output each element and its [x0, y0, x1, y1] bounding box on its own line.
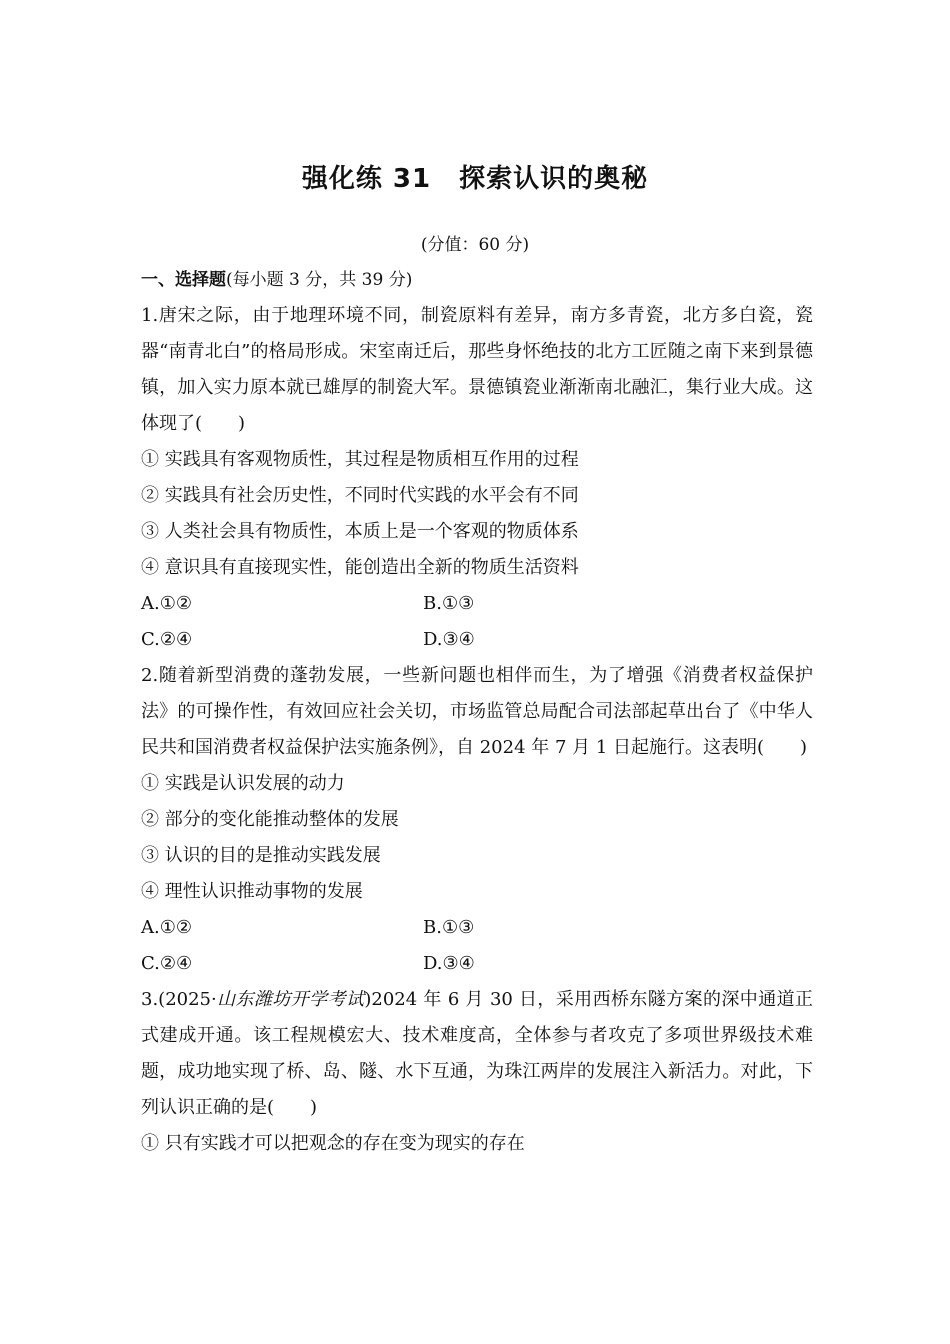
choice-c: C.②④	[141, 953, 193, 974]
choice-b: B.①③	[423, 593, 475, 614]
choice-d: D.③④	[423, 629, 475, 650]
choice-d: D.③④	[423, 953, 475, 974]
question-2-option: ④ 理性认识推动事物的发展	[141, 881, 363, 902]
question-1-stem: 1.唐宋之际，由于地理环境不同，制瓷原料有差异，南方多青瓷，北方多白瓷，瓷器“南青北白”的格局形成。宋室南迁后，那些身怀绝技的北方工匠随之南下来到景德镇，加入实力原本就已雄厚的制瓷大军。景德镇瓷业渐渐南北融汇，集行业大成。这体现了( )	[141, 305, 813, 434]
question-source: 山东潍坊开学考试	[216, 989, 365, 1010]
question-2-option: ③ 认识的目的是推动实践发展	[141, 845, 381, 866]
title-topic: 探索认识的奥秘	[459, 164, 649, 194]
page-title	[0, 158, 950, 195]
question-1-option: ④ 意识具有直接现实性，能创造出全新的物质生活资料	[141, 557, 579, 578]
choice-a: A.①②	[141, 917, 192, 938]
question-2-choices-row	[141, 910, 813, 946]
question-1-option: ② 实践具有社会历史性，不同时代实践的水平会有不同	[141, 485, 579, 506]
question-list	[141, 262, 813, 1162]
question-2-stem: 2.随着新型消费的蓬勃发展，一些新问题也相伴而生，为了增强《消费者权益保护法》的可操作性，有效回应社会关切，市场监管总局配合司法部起草出台了《中华人民共和国消费者权益保护法实施条例》，自 2024 年 7 月 1 日起施行。这表明( )	[141, 665, 813, 758]
question-1-choices-row	[141, 586, 813, 622]
score-info: (分值：60 分)	[420, 235, 530, 255]
question-2-option: ② 部分的变化能推动整体的发展	[141, 809, 399, 830]
question-1-option: ① 实践具有客观物质性，其过程是物质相互作用的过程	[141, 449, 579, 470]
section-heading: 一、选择题(每小题 3 分，共 39 分)	[141, 270, 413, 290]
question-3-option: ① 只有实践才可以把观念的存在变为现实的存在	[141, 1133, 525, 1154]
choice-b: B.①③	[423, 917, 475, 938]
title-number: 强化练 31	[301, 164, 432, 194]
question-2-option: ① 实践是认识发展的动力	[141, 773, 345, 794]
question-1-choices-row	[141, 622, 813, 658]
question-1-option: ③ 人类社会具有物质性，本质上是一个客观的物质体系	[141, 521, 579, 542]
question-3-stem: 3.(2025·山东潍坊开学考试)2024 年 6 月 30 日，采用西桥东隧方案的深中通道正式建成开通。该工程规模宏大、技术难度高，全体参与者攻克了多项世界级技术难题，成功地实现了桥、岛、隧、水下互通，为珠江两岸的发展注入新活力。对此，下列认识正确的是( )	[141, 989, 814, 1118]
choice-a: A.①②	[141, 593, 192, 614]
question-2-choices-row	[141, 946, 813, 982]
choice-c: C.②④	[141, 629, 193, 650]
